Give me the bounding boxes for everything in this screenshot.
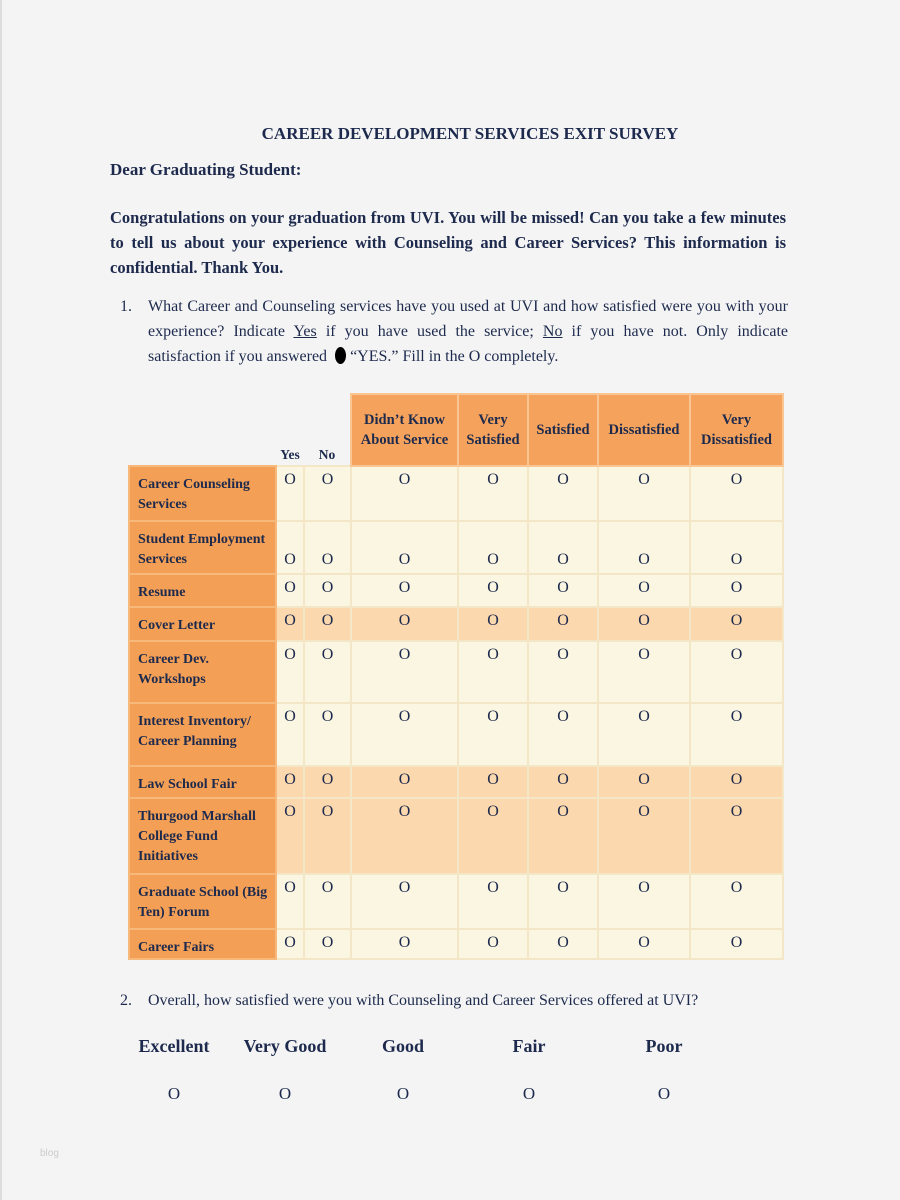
answer-bubble[interactable]: O xyxy=(528,703,598,766)
q1-yes: Yes xyxy=(293,323,317,340)
answer-bubble[interactable]: O xyxy=(598,798,690,874)
answer-bubble[interactable]: O xyxy=(458,703,528,766)
answer-bubble[interactable]: O xyxy=(458,466,528,521)
service-label: Graduate School (Big Ten) Forum xyxy=(129,874,276,929)
table-row xyxy=(129,466,783,521)
service-label: Career Fairs xyxy=(129,929,276,959)
answer-bubble[interactable]: O xyxy=(598,521,690,574)
answer-bubble[interactable]: O xyxy=(528,607,598,641)
rating-label: Poor xyxy=(645,1036,683,1056)
answer-bubble[interactable]: O xyxy=(690,641,783,703)
answer-bubble[interactable]: O xyxy=(304,929,351,959)
greeting: Dear Graduating Student: xyxy=(110,160,302,179)
corner-cell xyxy=(129,394,276,466)
answer-bubble[interactable]: O xyxy=(598,703,690,766)
answer-bubble[interactable]: O xyxy=(304,798,351,874)
answer-bubble[interactable]: O xyxy=(276,466,304,521)
service-label: Career Dev. Workshops xyxy=(129,641,276,703)
answer-bubble[interactable]: O xyxy=(690,521,783,574)
answer-bubble[interactable]: O xyxy=(304,766,351,798)
answer-bubble[interactable]: O xyxy=(276,641,304,703)
answer-bubble[interactable]: O xyxy=(690,466,783,521)
rating-bubble[interactable]: O xyxy=(278,1084,292,1103)
column-header: Satisfied xyxy=(528,394,598,466)
answer-bubble[interactable]: O xyxy=(528,766,598,798)
answer-bubble[interactable]: O xyxy=(528,574,598,607)
answer-bubble[interactable]: O xyxy=(351,874,458,929)
column-header: Dissatisfied xyxy=(598,394,690,466)
watermark: blog xyxy=(40,1148,59,1159)
question-text: Overall, how satisfied were you with Counseling and Career Services offered at UVI? xyxy=(148,992,699,1009)
answer-bubble[interactable]: O xyxy=(528,466,598,521)
question-number: 1. xyxy=(120,298,132,315)
column-header: Didn’t Know About Service xyxy=(351,394,458,466)
answer-bubble[interactable]: O xyxy=(690,703,783,766)
q1-text-d: “YES.” Fill in the O completely. xyxy=(350,348,559,365)
answer-bubble[interactable]: O xyxy=(598,607,690,641)
answer-bubble[interactable]: O xyxy=(276,798,304,874)
answer-bubble[interactable]: O xyxy=(690,574,783,607)
table-row xyxy=(129,641,783,703)
filled-bubble-icon xyxy=(335,347,346,364)
answer-bubble[interactable]: O xyxy=(304,703,351,766)
column-header: Yes xyxy=(280,447,300,462)
answer-bubble[interactable]: O xyxy=(351,798,458,874)
answer-bubble[interactable]: O xyxy=(351,607,458,641)
rating-label: Excellent xyxy=(138,1036,210,1056)
answer-bubble[interactable]: O xyxy=(598,874,690,929)
answer-bubble[interactable]: O xyxy=(458,929,528,959)
service-label: Thurgood Marshall College Fund Initiatives xyxy=(129,798,276,874)
answer-bubble[interactable]: O xyxy=(304,466,351,521)
table-row xyxy=(129,798,783,874)
answer-bubble[interactable]: O xyxy=(351,521,458,574)
answer-bubble[interactable]: O xyxy=(690,929,783,959)
answer-bubble[interactable]: O xyxy=(458,521,528,574)
service-label: Cover Letter xyxy=(129,607,276,641)
answer-bubble[interactable]: O xyxy=(690,798,783,874)
answer-bubble[interactable]: O xyxy=(276,766,304,798)
answer-bubble[interactable]: O xyxy=(304,641,351,703)
answer-bubble[interactable]: O xyxy=(458,874,528,929)
service-label: Interest Inventory/ Career Planning xyxy=(129,703,276,766)
answer-bubble[interactable]: O xyxy=(458,574,528,607)
answer-bubble[interactable]: O xyxy=(304,874,351,929)
answer-bubble[interactable]: O xyxy=(690,607,783,641)
services-table xyxy=(128,393,784,960)
answer-bubble[interactable]: O xyxy=(276,929,304,959)
answer-bubble[interactable]: O xyxy=(276,521,304,574)
column-header: Very Dissatisfied xyxy=(690,394,783,466)
rating-bubble[interactable]: O xyxy=(396,1084,410,1103)
answer-bubble[interactable]: O xyxy=(458,766,528,798)
answer-bubble[interactable]: O xyxy=(276,574,304,607)
answer-bubble[interactable]: O xyxy=(598,766,690,798)
rating-bubble[interactable]: O xyxy=(657,1084,671,1103)
answer-bubble[interactable]: O xyxy=(598,641,690,703)
rating-label: Very Good xyxy=(243,1036,327,1056)
service-label: Career Counseling Services xyxy=(129,466,276,521)
answer-bubble[interactable]: O xyxy=(351,703,458,766)
rating-label: Good xyxy=(381,1036,425,1056)
answer-bubble[interactable]: O xyxy=(458,641,528,703)
column-header: No xyxy=(318,447,336,462)
table-row xyxy=(129,607,783,641)
rating-bubble[interactable]: O xyxy=(522,1084,536,1103)
answer-bubble[interactable]: O xyxy=(528,929,598,959)
answer-bubble[interactable]: O xyxy=(528,641,598,703)
answer-bubble[interactable]: O xyxy=(276,703,304,766)
answer-bubble[interactable]: O xyxy=(276,607,304,641)
q1-no: No xyxy=(542,323,563,340)
service-label: Student Employment Services xyxy=(129,521,276,574)
answer-bubble[interactable]: O xyxy=(528,874,598,929)
question-number: 2. xyxy=(120,992,132,1009)
intro-paragraph: Congratulations on your graduation from UVI. You will be missed! Can you take a few minutes to tell us about your experience with Counseling and Career Services? This information is confidential. Thank You. xyxy=(110,208,786,277)
answer-bubble[interactable]: O xyxy=(351,466,458,521)
answer-bubble[interactable]: O xyxy=(528,521,598,574)
answer-bubble[interactable]: O xyxy=(528,798,598,874)
q1-text-b: if you have used the service; xyxy=(316,323,543,340)
table-row xyxy=(129,874,783,929)
service-label: Resume xyxy=(129,574,276,607)
table-row xyxy=(129,929,783,959)
answer-bubble[interactable]: O xyxy=(598,574,690,607)
answer-bubble[interactable]: O xyxy=(351,641,458,703)
answer-bubble[interactable]: O xyxy=(458,607,528,641)
answer-bubble[interactable]: O xyxy=(304,574,351,607)
page-title: CAREER DEVELOPMENT SERVICES EXIT SURVEY xyxy=(261,124,679,143)
answer-bubble[interactable]: O xyxy=(690,766,783,798)
column-header: Very Satisfied xyxy=(458,394,528,466)
answer-bubble[interactable]: O xyxy=(304,521,351,574)
answer-bubble[interactable]: O xyxy=(458,798,528,874)
q1-text-a: What Career and Counseling services have you used at UVI and how satisfied were you with your experience? Indicate xyxy=(148,298,788,340)
answer-bubble[interactable]: O xyxy=(598,929,690,959)
table-row xyxy=(129,766,783,798)
table-row xyxy=(129,574,783,607)
answer-bubble[interactable]: O xyxy=(304,607,351,641)
rating-label: Fair xyxy=(512,1036,546,1056)
table-row xyxy=(129,703,783,766)
service-label: Law School Fair xyxy=(129,766,276,798)
answer-bubble[interactable]: O xyxy=(598,466,690,521)
answer-bubble[interactable]: O xyxy=(276,874,304,929)
rating-bubble[interactable]: O xyxy=(167,1084,181,1103)
question-text xyxy=(148,294,788,369)
answer-bubble[interactable]: O xyxy=(351,574,458,607)
answer-bubble[interactable]: O xyxy=(690,874,783,929)
answer-bubble[interactable]: O xyxy=(351,929,458,959)
q1-text-c: if you have not. Only indicate satisfaction if you answered xyxy=(148,323,788,365)
answer-bubble[interactable]: O xyxy=(351,766,458,798)
table-row xyxy=(129,521,783,574)
